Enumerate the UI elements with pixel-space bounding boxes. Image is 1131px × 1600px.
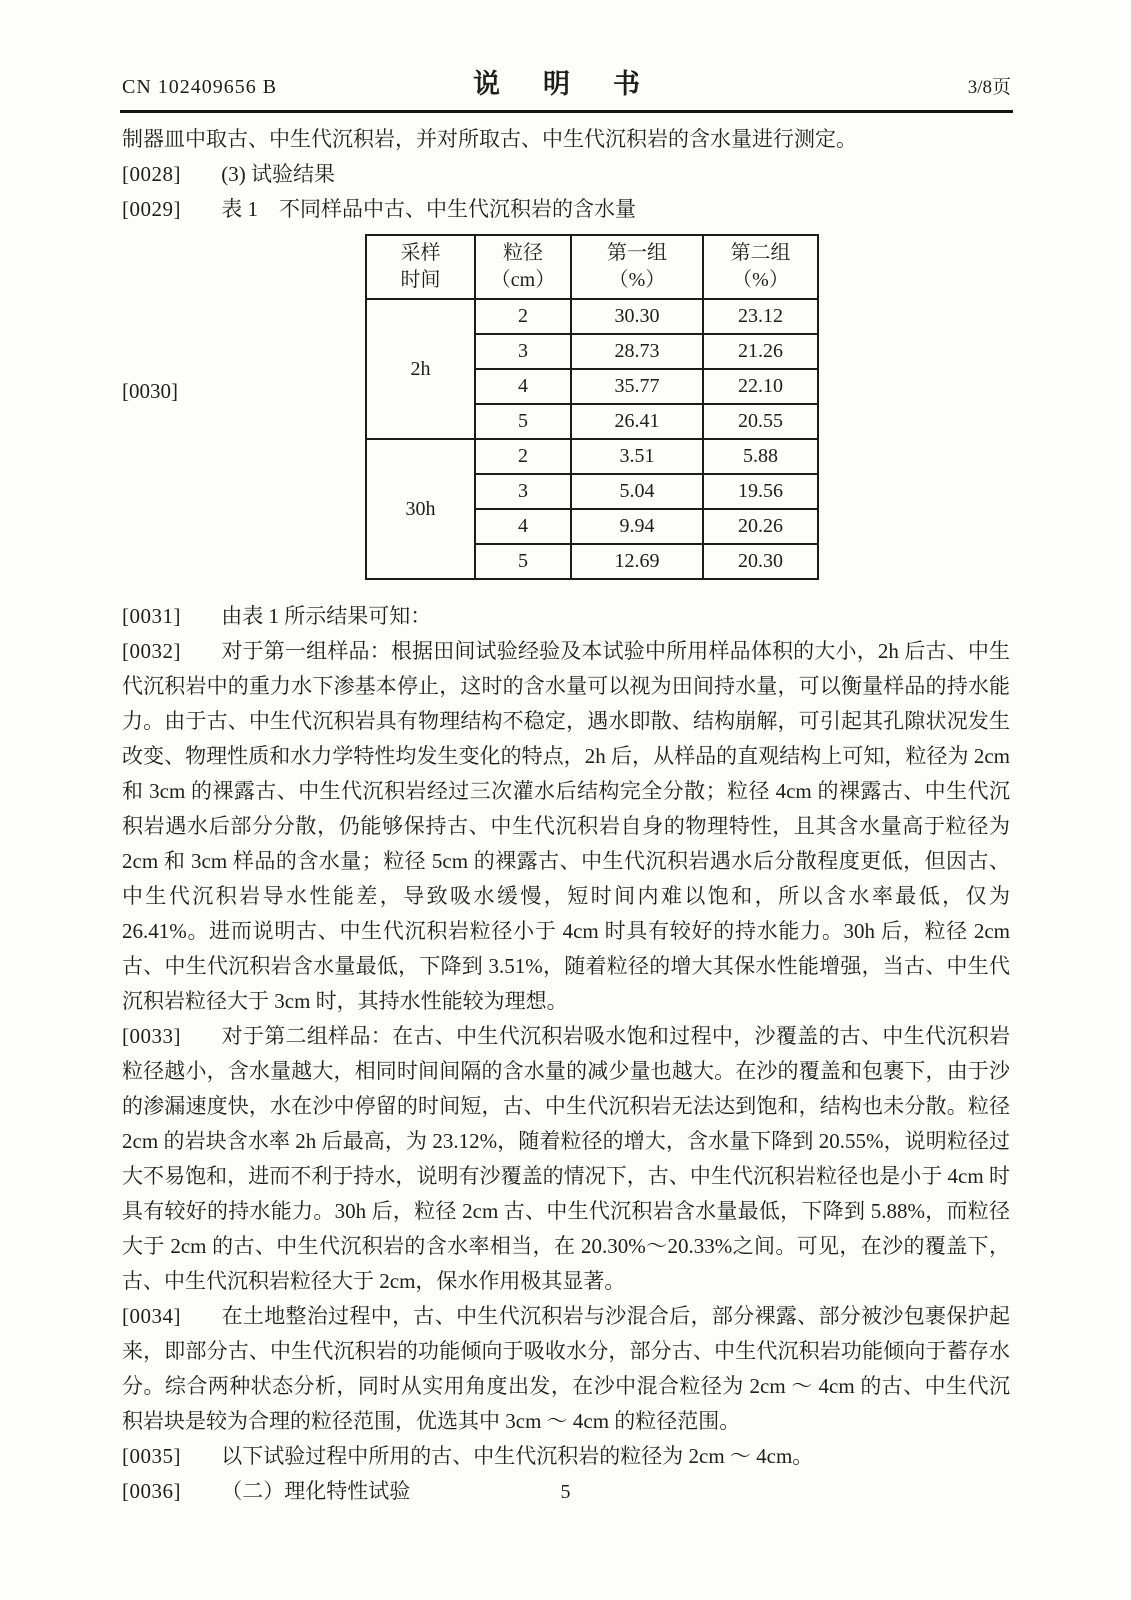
paragraph [122, 1019, 1010, 1299]
table-cell: 35.77 [571, 369, 703, 404]
table-cell: 3.51 [571, 439, 703, 474]
col-header-grain-size [475, 235, 571, 299]
col-header-line: 粒径 [503, 242, 543, 264]
paragraph-text: 以下试验过程中所用的古、中生代沉积岩的粒径为 2cm ～ 4cm。 [221, 1444, 814, 1468]
table-cell: 12.69 [571, 544, 703, 579]
table-cell-time: 30h [366, 439, 475, 579]
paragraph-tag: [0030] [122, 379, 178, 403]
table-cell: 30.30 [571, 299, 703, 334]
page-number: 5 [560, 1481, 571, 1503]
table-cell: 5 [475, 404, 571, 439]
table-cell: 20.26 [703, 509, 818, 544]
paragraph-text: （二）理化特性试验 [221, 1479, 411, 1503]
document-body [0, 113, 1131, 227]
table-cell: 4 [475, 509, 571, 544]
paragraph-tag: [0035] [122, 1444, 181, 1468]
paragraph-tag: [0032] [122, 639, 181, 663]
table-row [366, 299, 818, 334]
paragraph [122, 634, 1010, 1019]
col-header-line: （cm） [490, 269, 556, 291]
table-cell: 5 [475, 544, 571, 579]
table-row [366, 439, 818, 474]
table-cell: 23.12 [703, 299, 818, 334]
paragraph [122, 1299, 1010, 1439]
paragraph [122, 599, 1010, 634]
paragraph-tag: [0028] [122, 162, 181, 186]
paragraph [122, 157, 1010, 192]
table-cell: 21.26 [703, 334, 818, 369]
table-cell: 3 [475, 474, 571, 509]
paragraph-tag: [0029] [122, 197, 181, 221]
table-cell: 5.88 [703, 439, 818, 474]
paragraph-tag: [0036] [122, 1479, 181, 1503]
table-cell: 3 [475, 334, 571, 369]
col-header-group1 [571, 235, 703, 299]
paragraph-text: 在土地整治过程中，古、中生代沉积岩与沙混合后，部分裸露、部分被沙包裹保护起来，即部分古、中生代沉积岩的功能倾向于吸收水分，部分古、中生代沉积岩功能倾向于蓄存水分。综合两种状态分析，同时从实用角度出发，在沙中混合粒径为 2cm ～ 4cm 的古、中生代沉积岩块是较为合理的粒径范围，优选其中 3cm ～ 4cm 的粒径范围。 [122, 1304, 1011, 1433]
page-header [0, 0, 1131, 101]
paragraph-tag: [0031] [122, 604, 181, 628]
table-cell: 19.56 [703, 474, 818, 509]
col-header-group2 [703, 235, 818, 299]
table-cell: 9.94 [571, 509, 703, 544]
paragraph [122, 192, 1010, 227]
document-title: 说 明 书 [473, 69, 648, 99]
table-cell: 20.30 [703, 544, 818, 579]
table-cell: 2 [475, 299, 571, 334]
patent-number: CN 102409656 B [122, 76, 278, 98]
paragraph-text: 制器皿中取古、中生代沉积岩，并对所取古、中生代沉积岩的含水量进行测定。 [122, 127, 857, 151]
table-cell: 20.55 [703, 404, 818, 439]
paragraph-text: 对于第二组样品：在古、中生代沉积岩吸水饱和过程中，沙覆盖的古、中生代沉积岩粒径越小，含水量越大，相同时间间隔的含水量的减少量也越大。在沙的覆盖和包裹下，由于沙的渗漏速度快，水在沙中停留的时间短，古、中生代沉积岩无法达到饱和，结构也未分散。粒径 2cm 的岩块含水率 2h 后最高，为 23.12%，随着粒径的增大，含水量下降到 20.55%，说明粒径过大不易饱和，进而不利于持水，说明有沙覆盖的情况下，古、中生代沉积岩粒径也是小于 4cm 时具有较好的持水能力。30h 后，粒径 2cm 古、中生代沉积岩含水量最低，下降到 5.88%，而粒径大于 2cm 的古、中生代沉积岩的含水率相当，在 20.30%～20.33%之间。可见，在沙的覆盖下，古、中生代沉积岩粒径大于 2cm，保水作用极其显著。 [122, 1024, 1011, 1293]
paragraph-tag: [0034] [122, 1304, 181, 1328]
table-block [0, 234, 1131, 580]
table-cell: 22.10 [703, 369, 818, 404]
paragraph-text: 对于第一组样品：根据田间试验经验及本试验中所用样品体积的大小，2h 后古、中生代沉积岩中的重力水下渗基本停止，这时的含水量可以视为田间持水量，可以衡量样品的持水能力。由于古、中生代沉积岩具有物理结构不稳定，遇水即散、结构崩解，可引起其孔隙状况发生改变、物理性质和水力学特性均发生变化的特点，2h 后，从样品的直观结构上可知，粒径为 2cm 和 3cm 的裸露古、中生代沉积岩经过三次灌水后结构完全分散；粒径 4cm 的裸露古、中生代沉积岩遇水后部分分散，仍能够保持古、中生代沉积岩自身的物理特性，且其含水量高于粒径为 2cm 和 3cm 样品的含水量；粒径 5cm 的裸露古、中生代沉积岩遇水后分散程度更低，但因古、中生代沉积岩导水性能差，导致吸水缓慢，短时间内难以饱和，所以含水率最低，仅为 26.41%。进而说明古、中生代沉积岩粒径小于 4cm 时具有较好的持水能力。30h 后，粒径 2cm 古、中生代沉积岩含水量最低，下降到 3.51%，随着粒径的增大其保水性能增强，当古、中生代沉积岩粒径大于 3cm 时，其持水性能较为理想。 [122, 639, 1011, 1013]
col-header-line: （%） [732, 269, 789, 291]
table-cell: 5.04 [571, 474, 703, 509]
table-cell: 4 [475, 369, 571, 404]
table-cell: 2 [475, 439, 571, 474]
table-cell: 26.41 [571, 404, 703, 439]
col-header-sampling-time [366, 235, 475, 299]
col-header-line: 采样 [400, 242, 441, 264]
paragraph-tag: [0033] [122, 1024, 181, 1048]
paragraph [122, 1439, 1010, 1474]
table-cell: 28.73 [571, 334, 703, 369]
col-header-line: 第二组 [730, 242, 791, 264]
table-header-row [366, 235, 818, 299]
page-indicator: 3/8页 [967, 77, 1011, 98]
table-cell-time: 2h [366, 299, 475, 439]
col-header-line: （%） [608, 269, 666, 291]
col-header-line: 第一组 [607, 242, 667, 264]
paragraph-text: 由表 1 所示结果可知： [221, 604, 432, 628]
paragraph [122, 122, 1010, 157]
paragraph-text: (3) 试验结果 [221, 162, 335, 186]
col-header-line: 时间 [400, 269, 441, 291]
paragraph-text: 表 1 不同样品中古、中生代沉积岩的含水量 [221, 197, 636, 221]
document-body-continued [0, 590, 1131, 1509]
water-content-table [365, 234, 819, 580]
